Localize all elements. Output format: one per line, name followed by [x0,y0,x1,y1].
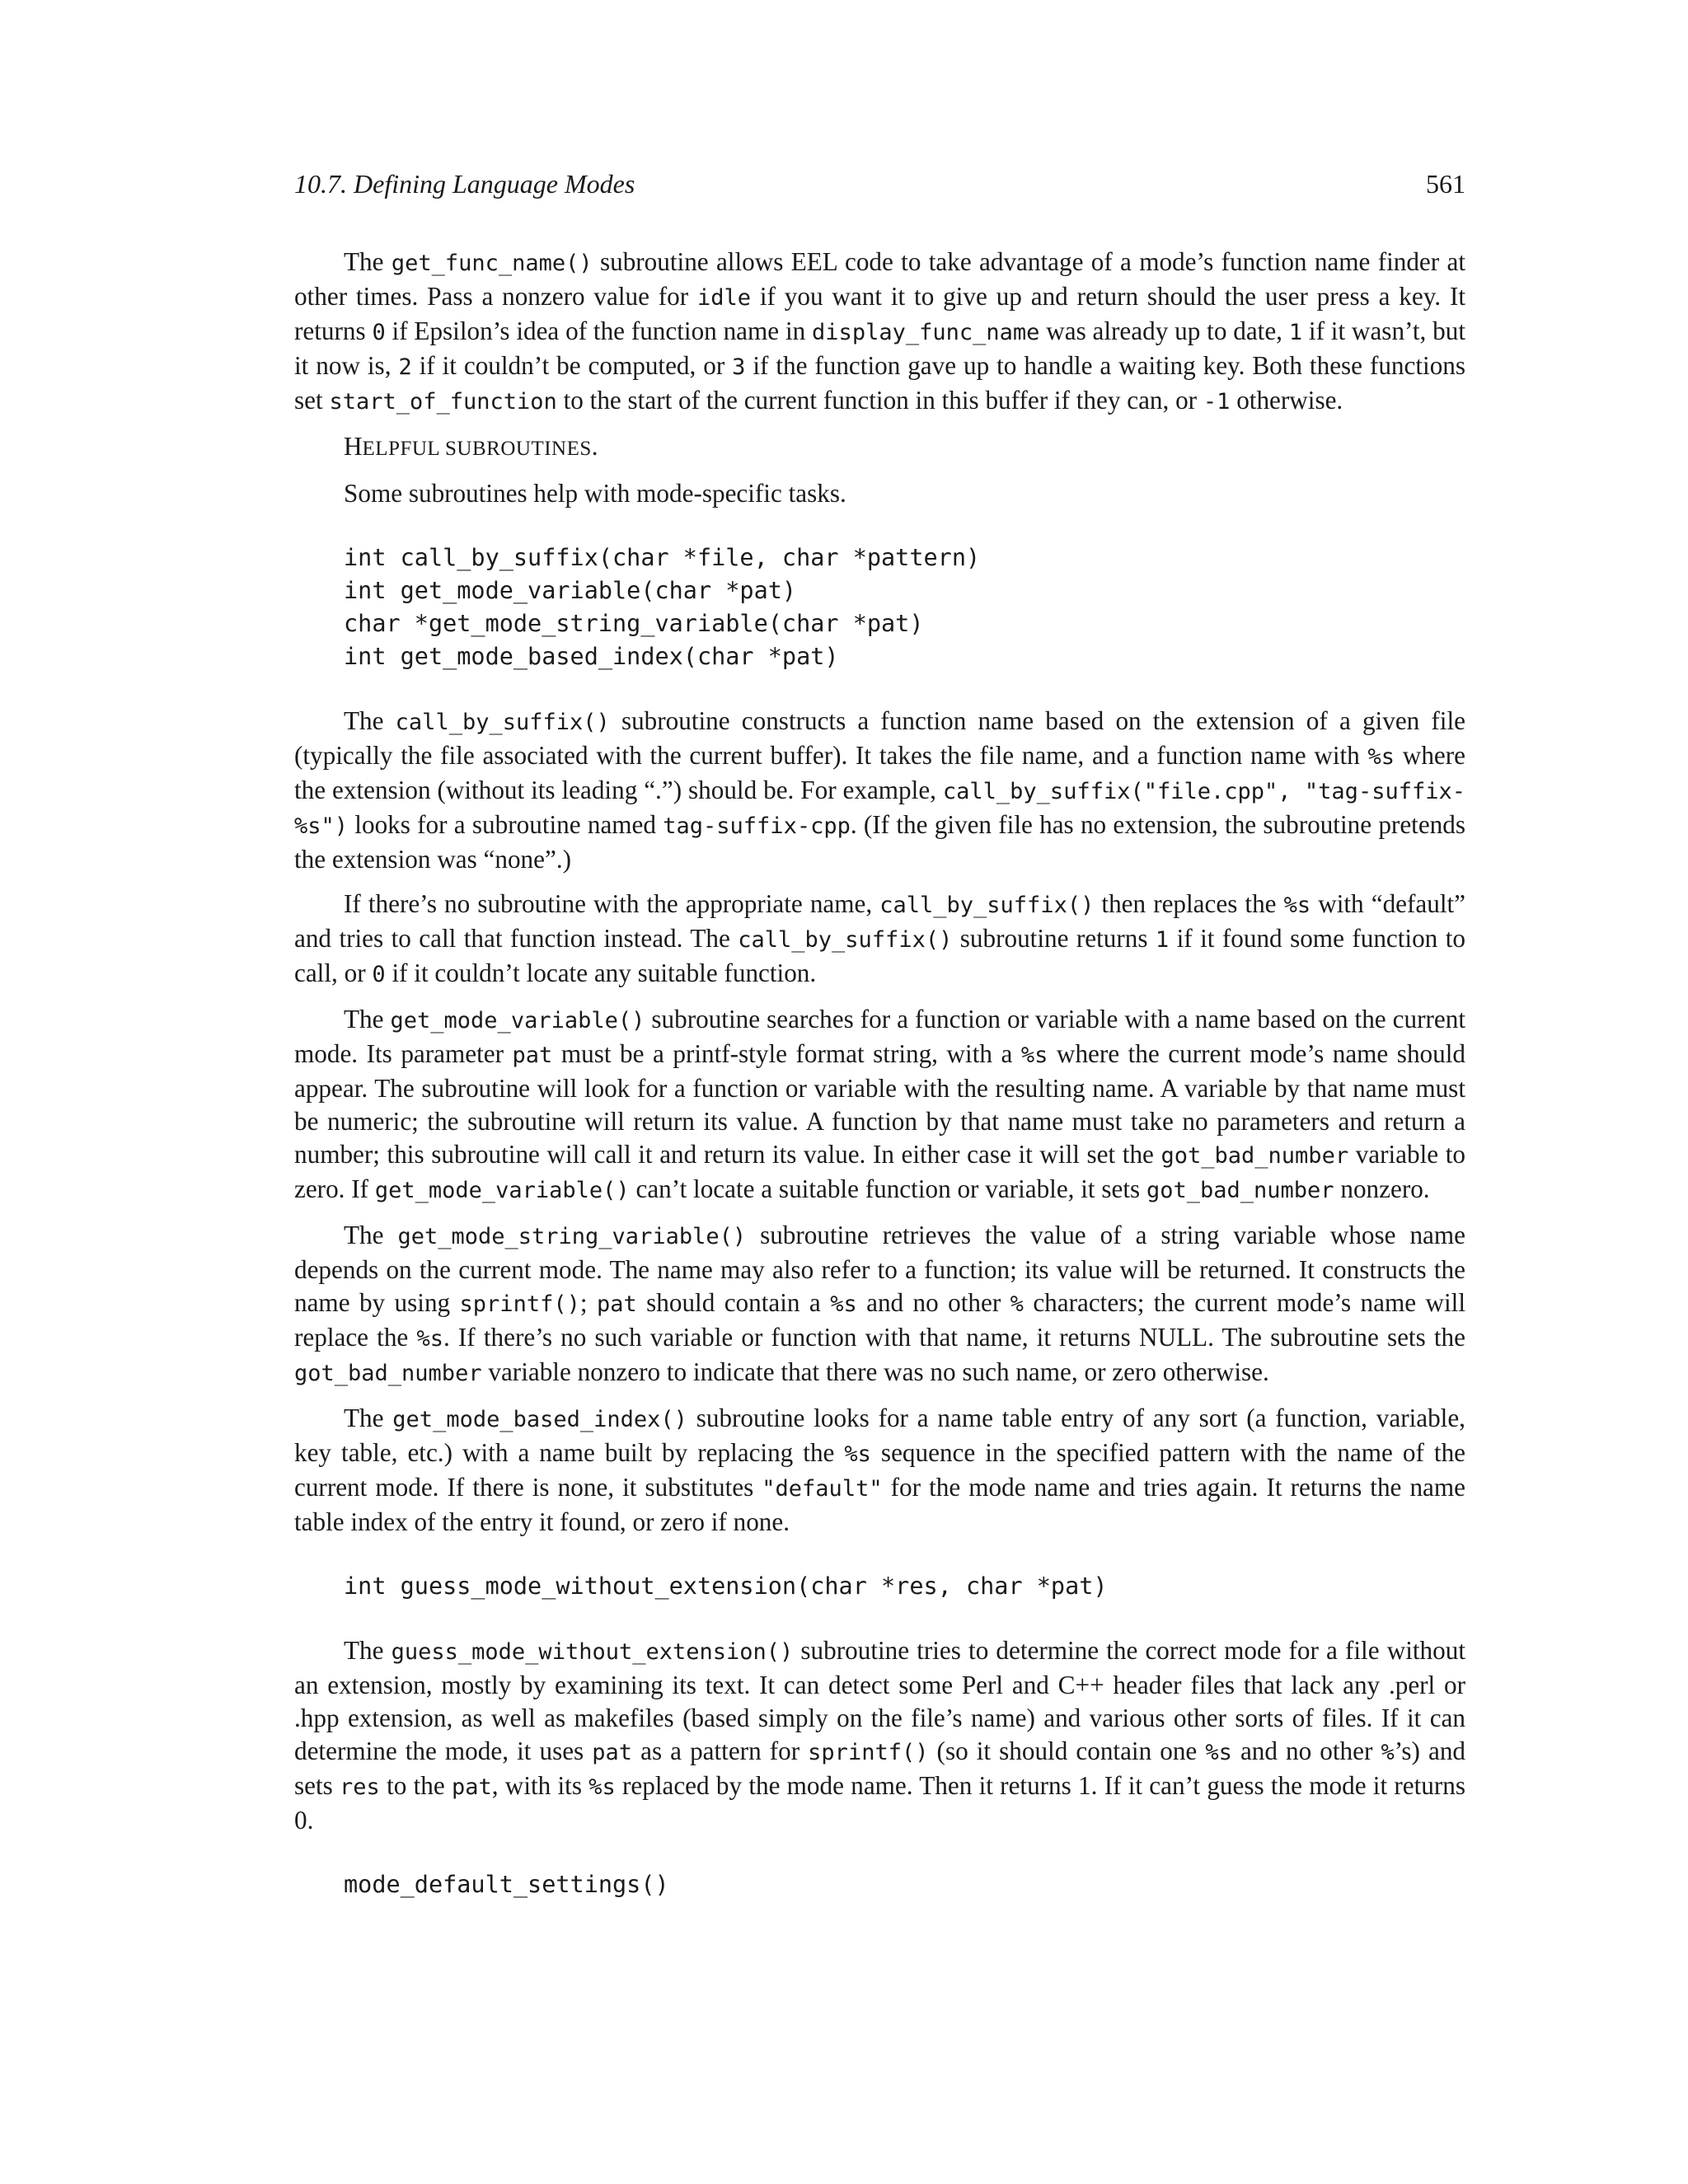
text: The [344,706,396,735]
code-block-mode-default-settings [344,1868,1465,1901]
text: otherwise. [1230,386,1343,415]
code-span: -1 [1203,389,1231,415]
code-line: mode_default_settings() [344,1871,669,1898]
paragraph-get-func-name [294,246,1465,419]
code-span: "default" [762,1476,883,1502]
code-span: guess_mode_without_extension() [391,1639,794,1665]
code-span: %s [588,1774,616,1800]
text: variable to zero. If [294,1140,1465,1203]
code-line: int get_mode_based_index(char *pat) [344,643,839,670]
code-span: call_by_suffix() [879,893,1095,918]
code-block-helpful-subroutines [344,541,1465,673]
text: should contain a [636,1288,831,1317]
code-span: pat [451,1774,492,1800]
code-span: got_bad_number [1160,1143,1349,1169]
text: The [344,1404,393,1432]
text: , with its [491,1771,589,1800]
text: variable nonzero to indicate that there was no such name, or zero otherwise. [481,1357,1269,1386]
code-span: sprintf() [459,1291,580,1317]
text: characters; the current mode’s name will replace the [294,1288,1465,1352]
text: and no other [856,1288,1010,1317]
text: if it wasn’t, but it now is, [294,316,1465,380]
running-header [294,169,1465,205]
code-span: get_func_name() [391,251,593,276]
text: as a pattern for [632,1736,809,1765]
code-span: res [340,1774,380,1800]
code-span: call_by_suffix("file.cpp", "tag-suffix-%s") [294,779,1465,839]
code-span: %s [416,1326,443,1352]
text: for the mode name and tries again. It returns the name table index of the entry it found, or zero if none. [294,1473,1465,1536]
text: subroutine allows EEL code to take advantage of a mode’s function name finder at other times. Pass a nonzero value for [294,247,1465,311]
code-span: pat [596,1291,637,1317]
code-span: got_bad_number [1146,1178,1334,1203]
text: if it couldn’t locate any suitable function. [385,958,817,987]
intro-paragraph: Some subroutines help with mode-specific tasks. [344,479,846,508]
text: sequence in the specified pattern with the name of the current mode. If there is none, it substitutes [294,1438,1465,1502]
paragraph-get-mode-string-variable [294,1219,1465,1390]
text: subroutine tries to determine the correct mode for a file without an extension, mostly by examining its text. It can detect some Perl and C++ header files that lack any .perl or .hpp extension, as well as makefiles (based simply on the file’s name) and various other sorts of files. If it can determine the mode, it uses [294,1636,1465,1765]
text: ’s) and sets [294,1736,1466,1800]
code-span: 3 [732,354,746,380]
text: then replaces the [1094,889,1284,918]
text: if Epsilon’s idea of the function name in [385,316,813,345]
text: (so it should contain one [928,1736,1206,1765]
text: replaced by the mode name. Then it returns 1. If it can’t guess the mode it returns 0. [294,1771,1465,1835]
text: The [344,1636,392,1665]
text: where the extension (without its leading “.”) should be. For example, [294,741,1465,804]
code-block-guess-mode [344,1570,1465,1603]
text: and no other [1231,1736,1381,1765]
code-span: % [1381,1740,1395,1765]
text: subroutine returns [952,924,1156,953]
code-span: %s [1367,744,1395,770]
text: subroutine searches for a function or variable with a name based on the current mode. Its parameter [294,1005,1465,1068]
text: where the current mode’s name should appear. The subroutine will look for a function or variable with the resulting name. A variable by that name must be numeric; the subroutine will return its value. A function by that name must take no parameters and return a number; this subroutine will call it and return its value. In either case it will set the [294,1039,1465,1169]
text: subroutine constructs a function name based on the extension of a given file (typically the file associated with the current buffer). It takes the file name, and a function name with [294,706,1465,770]
section-title: 10.7. Defining Language Modes [294,169,635,199]
text: with “default” and tries to call that function instead. The [294,889,1465,953]
text: ; [579,1288,597,1317]
text: if you want it to give up and return should the user press a key. It returns [294,282,1465,345]
paragraph-get-mode-based-index [294,1402,1465,1539]
code-span: start_of_function [329,389,557,415]
page-body [294,246,1465,1933]
text: can’t locate a suitable function or variable, it sets [629,1174,1146,1203]
text: if it couldn’t be computed, or [411,351,733,380]
code-span: 0 [372,320,386,345]
code-line: char *get_mode_string_variable(char *pat) [344,610,924,637]
code-span: pat [512,1043,553,1068]
text: The [344,247,392,276]
code-span: 2 [398,354,412,380]
code-span: idle [697,285,752,311]
heading-rest: ELPFUL SUBROUTINES [362,438,592,460]
code-span: got_bad_number [294,1361,482,1386]
code-span: %s [1283,893,1311,918]
heading-initial: H [344,432,363,461]
paragraph-guess-mode-without-extension [294,1634,1465,1837]
code-line: int guess_mode_without_extension(char *res, char *pat) [344,1572,1108,1600]
text: must be a printf-style format string, with a [552,1039,1021,1068]
code-span: get_mode_string_variable() [397,1224,747,1249]
code-span: % [1010,1291,1024,1317]
code-line: int get_mode_variable(char *pat) [344,577,797,604]
code-span: call_by_suffix() [395,710,610,735]
text: if it found some function to call, or [294,924,1465,987]
text: if the function gave up to handle a waiting key. Both these functions set [294,351,1466,415]
text: subroutine looks for a name table entry of any sort (a function, variable, key table, etc.) with a name built by replacing the [294,1404,1465,1467]
code-span: %s [1205,1740,1232,1765]
code-span: call_by_suffix() [738,927,953,953]
paragraph-call-by-suffix-default [294,888,1465,991]
code-span: get_mode_variable() [390,1008,645,1033]
page-number: 561 [1426,169,1465,199]
text: The [344,1221,398,1249]
code-span: get_mode_variable() [374,1178,630,1203]
code-span: %s [1020,1043,1048,1068]
heading-dot: . [591,432,598,461]
code-line: int call_by_suffix(char *file, char *pattern) [344,544,981,571]
code-span: 0 [372,962,386,987]
text: . (If the given file has no extension, the subroutine pretends the extension was “none”.) [294,810,1465,874]
paragraph-get-mode-variable [294,1003,1465,1207]
code-span: 1 [1155,927,1170,953]
text: was already up to date, [1039,316,1289,345]
text: The [344,1005,391,1033]
text: If there’s no subroutine with the appropriate name, [344,889,880,918]
text: subroutine retrieves the value of a string variable whose name depends on the current mode. The name may also refer to a function; its value will be returned. It constructs the name by using [294,1221,1465,1317]
text: looks for a subroutine named [348,810,663,839]
code-span: pat [592,1740,633,1765]
code-span: 1 [1288,320,1303,345]
code-span: display_func_name [812,320,1040,345]
text: nonzero. [1334,1174,1430,1203]
text: . If there’s no such variable or function with that name, it returns NULL. The subroutine sets the [443,1323,1465,1352]
code-span: get_mode_based_index() [392,1407,687,1432]
text: to the start of the current function in this buffer if they can, or [556,386,1203,415]
text: to the [379,1771,452,1800]
code-span: %s [844,1441,871,1467]
code-span: %s [830,1291,857,1317]
code-span: sprintf() [808,1740,929,1765]
paragraph-call-by-suffix [294,705,1465,876]
subsection-heading [294,430,1465,466]
code-span: tag-suffix-cpp [663,813,851,839]
